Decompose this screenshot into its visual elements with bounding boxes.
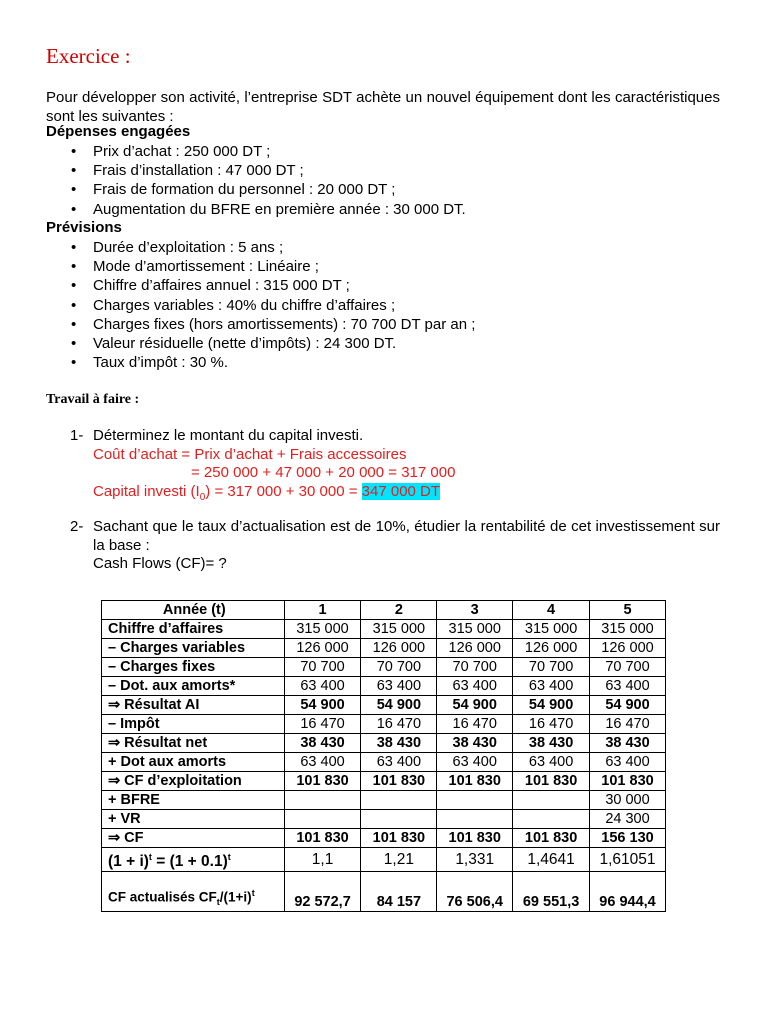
table-cell: 101 830 bbox=[513, 772, 590, 791]
table-row bbox=[102, 620, 666, 639]
work-heading: Travail à faire : bbox=[46, 392, 140, 407]
answer-line: Capital investi $(I_0) = 317$ 000 + 30 000 = 347 000 DT bbox=[93, 482, 441, 503]
table-cell: 38 430 bbox=[513, 734, 590, 753]
table-cell-label: ⇒ CF bbox=[102, 829, 285, 848]
table-cell: 1,21 bbox=[361, 848, 437, 872]
list-item: • Mode d’amortissement : Linéaire ; bbox=[71, 258, 319, 276]
year-header: 4 bbox=[513, 601, 590, 620]
table-cell: 38 430 bbox=[437, 734, 513, 753]
list-item: • Valeur résiduelle (nette d’impôts) : 24 300 DT. bbox=[71, 335, 397, 353]
table-cell: 126 000 bbox=[361, 639, 437, 658]
bullet-icon: • bbox=[71, 296, 77, 314]
table-cell bbox=[513, 810, 590, 829]
cash-flow-table bbox=[101, 600, 666, 912]
table-cell: 156 130 bbox=[590, 829, 666, 848]
table-cell: 63 400 bbox=[590, 677, 666, 696]
table-cell: 16 470 bbox=[361, 715, 437, 734]
year-header: 2 bbox=[361, 601, 437, 620]
table-cell: 1,1 bbox=[284, 848, 361, 872]
question-number: 1- bbox=[70, 427, 84, 444]
table-cell: 92 572,7 bbox=[284, 872, 361, 912]
table-cell: 63 400 bbox=[590, 753, 666, 772]
table-row bbox=[102, 677, 666, 696]
table-cell-label: – Charges variables bbox=[102, 639, 285, 658]
table-row bbox=[102, 658, 666, 677]
table-cell: 70 700 bbox=[361, 658, 437, 677]
table-cell: 63 400 bbox=[513, 753, 590, 772]
table-row bbox=[102, 791, 666, 810]
table-cell-label: CF actualisés $CF_t/(1+i)^t$ bbox=[102, 872, 285, 912]
table-cell-label: + BFRE bbox=[102, 791, 285, 810]
table-cell bbox=[284, 791, 361, 810]
table-header-label: Année (t) bbox=[102, 601, 285, 620]
table-cell-label: – Impôt bbox=[102, 715, 285, 734]
table-cell-label: – Dot. aux amorts* bbox=[102, 677, 285, 696]
table-cell: 30 000 bbox=[590, 791, 666, 810]
bullet-icon: • bbox=[71, 143, 77, 160]
list-item: • Augmentation du BFRE en première année : 30 000 DT. bbox=[71, 200, 466, 218]
table-cell: 38 430 bbox=[590, 734, 666, 753]
table-cell: 70 700 bbox=[284, 658, 361, 677]
table-cell: 63 400 bbox=[437, 753, 513, 772]
table-cell-label: ⇒ Résultat AI bbox=[102, 696, 285, 715]
table-header-row bbox=[102, 601, 666, 620]
bullet-icon: • bbox=[71, 335, 77, 353]
table-cell: 126 000 bbox=[284, 639, 361, 658]
table-cell: 1,331 bbox=[437, 848, 513, 872]
table-cell: 16 470 bbox=[284, 715, 361, 734]
table-cell: 63 400 bbox=[284, 753, 361, 772]
list-item: • Charges fixes (hors amortissements) : 70 700 DT par an ; bbox=[71, 315, 476, 333]
highlighted-result: 347 000 DT bbox=[361, 482, 441, 500]
table-cell-label: + VR bbox=[102, 810, 285, 829]
list-item: • Charges variables : 40% du chiffre d’affaires ; bbox=[71, 296, 396, 314]
question-text: Sachant que le taux d’actualisation est de 10%, étudier la rentabilité de cet investissement sur la base : bbox=[93, 518, 720, 554]
table-cell: 101 830 bbox=[284, 829, 361, 848]
table-cell-label: + Dot aux amorts bbox=[102, 753, 285, 772]
table-cell: 315 000 bbox=[284, 620, 361, 639]
table-cell: 84 157 bbox=[361, 872, 437, 912]
table-row bbox=[102, 734, 666, 753]
bullet-icon: • bbox=[71, 162, 77, 180]
bullet-icon: • bbox=[71, 258, 77, 276]
list-item: • Frais d’installation : 47 000 DT ; bbox=[71, 162, 304, 180]
list-item: • Taux d’impôt : 30 %. bbox=[71, 354, 229, 372]
table-cell: 315 000 bbox=[590, 620, 666, 639]
table-cell: 126 000 bbox=[513, 639, 590, 658]
table-cell bbox=[437, 810, 513, 829]
table-cell: 24 300 bbox=[590, 810, 666, 829]
table-cell: 54 900 bbox=[284, 696, 361, 715]
table-cell: 70 700 bbox=[437, 658, 513, 677]
table-cell: 315 000 bbox=[437, 620, 513, 639]
table-cell: 101 830 bbox=[437, 772, 513, 791]
list-item: • Frais de formation du personnel : 20 000 DT ; bbox=[71, 181, 396, 199]
question-1 bbox=[70, 427, 455, 507]
table-row bbox=[102, 829, 666, 848]
table-cell-label: $(1 + i)^t = (1 + 0.1)^t$ bbox=[102, 848, 285, 872]
question-2 bbox=[70, 518, 720, 574]
table-cell: 38 430 bbox=[361, 734, 437, 753]
table-cell: 76 506,4 bbox=[437, 872, 513, 912]
bullet-icon: • bbox=[71, 200, 77, 218]
table-row bbox=[102, 639, 666, 658]
bullet-icon: • bbox=[71, 277, 77, 295]
table-cell: 126 000 bbox=[437, 639, 513, 658]
table-cell: 54 900 bbox=[513, 696, 590, 715]
table-cell-label: ⇒ CF d’exploitation bbox=[102, 772, 285, 791]
table-row bbox=[102, 848, 666, 872]
table-cell: 126 000 bbox=[590, 639, 666, 658]
table-cell: 54 900 bbox=[437, 696, 513, 715]
list-item: • Prix d’achat : 250 000 DT ; bbox=[71, 143, 271, 160]
bullet-icon: • bbox=[71, 239, 77, 256]
bullet-icon: • bbox=[71, 315, 77, 333]
table-row bbox=[102, 810, 666, 829]
list-item: • Durée d’exploitation : 5 ans ; bbox=[71, 239, 284, 256]
table-cell: 101 830 bbox=[361, 772, 437, 791]
table-cell: 38 430 bbox=[284, 734, 361, 753]
previsions-list bbox=[46, 238, 475, 372]
question-text: Déterminez le montant du capital investi. bbox=[93, 427, 364, 444]
table-row bbox=[102, 696, 666, 715]
table-cell: 101 830 bbox=[513, 829, 590, 848]
table-cell: 70 700 bbox=[513, 658, 590, 677]
table-cell: 315 000 bbox=[513, 620, 590, 639]
table-cell-label: ⇒ Résultat net bbox=[102, 734, 285, 753]
table-row bbox=[102, 772, 666, 791]
exercise-title: Exercice : bbox=[46, 44, 131, 68]
table-cell: 63 400 bbox=[437, 677, 513, 696]
answer-line: Coût d’achat = Prix d’achat + Frais accessoires bbox=[93, 445, 407, 463]
table-cell: 63 400 bbox=[513, 677, 590, 696]
intro-paragraph: Pour développer son activité, l’entreprise SDT achète un nouvel équipement dont les caractéristiques sont les suivantes : bbox=[46, 89, 720, 125]
question-number: 2- bbox=[70, 518, 84, 535]
table-cell: 1,4641 bbox=[513, 848, 590, 872]
previsions-heading: Prévisions bbox=[46, 219, 122, 236]
table-cell bbox=[361, 810, 437, 829]
table-cell: 63 400 bbox=[284, 677, 361, 696]
table-cell: 16 470 bbox=[513, 715, 590, 734]
depenses-list bbox=[46, 142, 466, 219]
table-cell: 69 551,3 bbox=[513, 872, 590, 912]
year-header: 1 bbox=[284, 601, 361, 620]
table-cell: 315 000 bbox=[361, 620, 437, 639]
table-cell bbox=[513, 791, 590, 810]
question-line: Cash Flows (CF)= ? bbox=[93, 555, 227, 572]
table-cell: 70 700 bbox=[590, 658, 666, 677]
table-cell bbox=[284, 810, 361, 829]
bullet-icon: • bbox=[71, 354, 77, 372]
table-cell: 16 470 bbox=[437, 715, 513, 734]
table-row bbox=[102, 872, 666, 912]
table-row bbox=[102, 715, 666, 734]
table-cell-label: Chiffre d’affaires bbox=[102, 620, 285, 639]
table-cell: 1,61051 bbox=[590, 848, 666, 872]
table-cell: 54 900 bbox=[361, 696, 437, 715]
table-cell: 101 830 bbox=[361, 829, 437, 848]
answer-line: = 250 000 + 47 000 + 20 000 = 317 000 bbox=[191, 464, 456, 481]
table-cell: 54 900 bbox=[590, 696, 666, 715]
table-cell bbox=[437, 791, 513, 810]
year-header: 5 bbox=[590, 601, 666, 620]
table-row bbox=[102, 753, 666, 772]
table-cell: 96 944,4 bbox=[590, 872, 666, 912]
list-item: • Chiffre d’affaires annuel : 315 000 DT ; bbox=[71, 277, 350, 295]
table-cell: 63 400 bbox=[361, 753, 437, 772]
table-cell-label: – Charges fixes bbox=[102, 658, 285, 677]
depenses-heading: Dépenses engagées bbox=[46, 123, 191, 140]
table-cell: 101 830 bbox=[437, 829, 513, 848]
year-header: 3 bbox=[437, 601, 513, 620]
table-cell: 101 830 bbox=[284, 772, 361, 791]
bullet-icon: • bbox=[71, 181, 77, 199]
table-cell bbox=[361, 791, 437, 810]
table-cell: 16 470 bbox=[590, 715, 666, 734]
table-cell: 63 400 bbox=[361, 677, 437, 696]
table-cell: 101 830 bbox=[590, 772, 666, 791]
